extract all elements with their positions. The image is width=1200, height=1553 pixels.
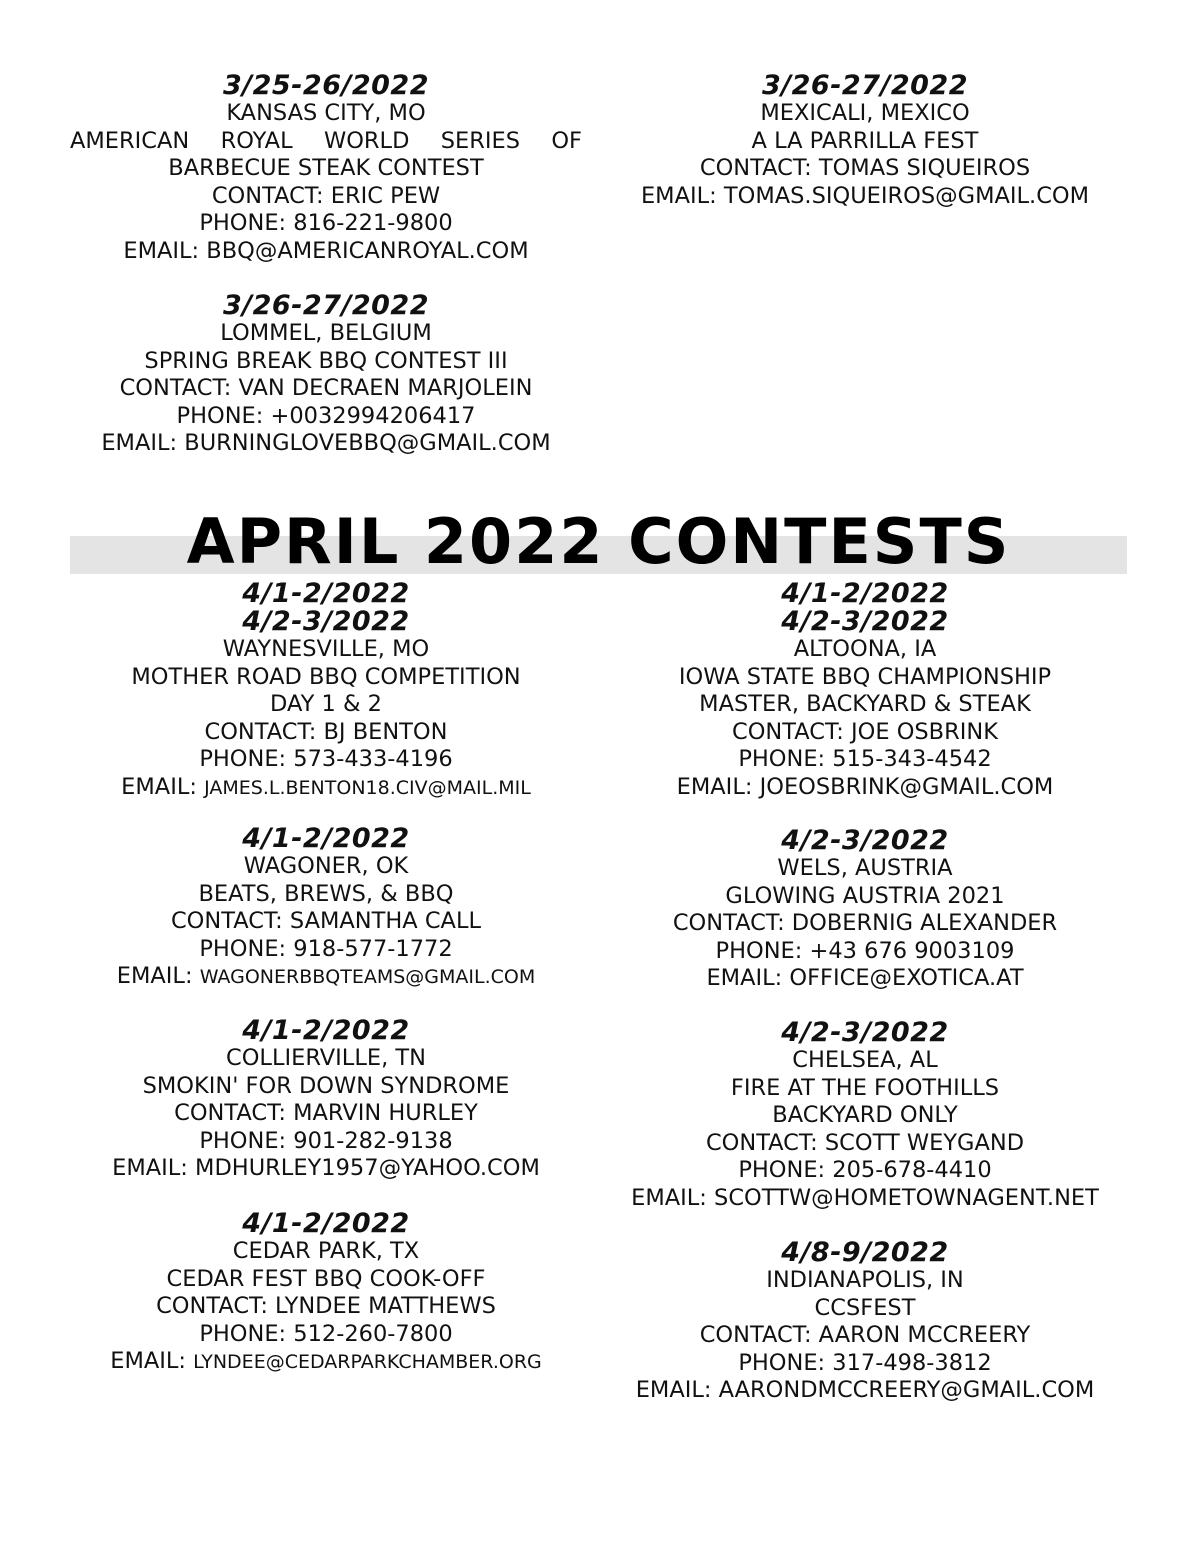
contest-location: INDIANAPOLIS, IN (766, 1267, 964, 1293)
contest-contact: CONTACT: VAN DECRAEN MARJOLEIN (119, 375, 533, 401)
contest-email: JOEOSBRINK@GMAIL.COM (759, 773, 1054, 800)
contest-email-line (70, 238, 582, 266)
contest-phone: PHONE: 573-433-4196 (199, 746, 453, 772)
contest-contact: CONTACT: AARON MCCREERY (699, 1322, 1031, 1348)
contest-phone: PHONE: 816-221-9800 (199, 210, 453, 236)
contest-entry (612, 1239, 1118, 1405)
contest-phone: PHONE: 918-577-1772 (199, 935, 453, 962)
contest-contact: CONTACT: LYNDEE MATTHEWS (156, 1293, 496, 1319)
contest-location: WAYNESVILLE, MO (222, 636, 430, 662)
contest-location: ALTOONA, IA (793, 636, 937, 662)
contest-email: LYNDEE@CEDARPARKCHAMBER.ORG (193, 1351, 542, 1373)
contest-email: AARONDMCCREERY@GMAIL.COM (718, 1377, 1095, 1403)
contest-entry (70, 72, 582, 265)
contest-email-line (612, 774, 1118, 802)
contest-name-continued: BARBECUE STEAK CONTEST (168, 155, 484, 181)
contest-details: BACKYARD ONLY (772, 1102, 958, 1128)
contest-date: 4/2-3/2022 (242, 606, 410, 637)
contest-entry (612, 580, 1118, 801)
contest-details: DAY 1 & 2 (270, 691, 382, 717)
contest-location: CEDAR PARK, TX (232, 1238, 420, 1264)
contest-name: CCSFEST (814, 1294, 916, 1321)
contest-entry (70, 1017, 582, 1183)
contest-contact: CONTACT: BJ BENTON (204, 718, 448, 745)
contest-phone: PHONE: 515-343-4542 (738, 746, 992, 772)
contest-date: 4/2-3/2022 (781, 1017, 949, 1048)
contest-phone: PHONE: +43 676 9003109 (715, 937, 1015, 964)
contest-date: 3/26-27/2022 (761, 70, 968, 101)
contest-entry (612, 72, 1118, 210)
contest-contact: CONTACT: ERIC PEW (211, 182, 441, 209)
contest-location: WELS, AUSTRIA (777, 855, 953, 881)
contest-location: COLLIERVILLE, TN (226, 1045, 426, 1071)
contest-date: 3/25-26/2022 (222, 70, 429, 101)
contest-entry (612, 1019, 1118, 1212)
contest-phone: PHONE: 317-498-3812 (738, 1349, 992, 1376)
contest-date: 3/26-27/2022 (222, 290, 429, 321)
contest-name: SPRING BREAK BBQ CONTEST III (144, 347, 508, 374)
contest-date: 4/8-9/2022 (781, 1237, 949, 1268)
contest-name: SMOKIN' FOR DOWN SYNDROME (142, 1072, 510, 1099)
contest-name: IOWA STATE BBQ CHAMPIONSHIP (678, 663, 1052, 690)
email-label: EMAIL: (110, 1348, 194, 1374)
contest-date: 4/1-2/2022 (242, 823, 410, 854)
contest-location: LOMMEL, BELGIUM (220, 320, 432, 346)
email-label: EMAIL: (635, 1377, 719, 1403)
contest-name: A LA PARRILLA FEST (751, 127, 979, 154)
contest-contact: CONTACT: SAMANTHA CALL (170, 908, 482, 934)
contest-phone: PHONE: 205-678-4410 (738, 1157, 992, 1183)
contest-contact: CONTACT: TOMAS SIQUEIROS (699, 155, 1031, 181)
contest-email-line (612, 183, 1118, 211)
contest-contact: CONTACT: JOE OSBRINK (732, 718, 998, 745)
contest-location: KANSAS CITY, MO (226, 100, 426, 126)
contest-email-line (612, 1185, 1118, 1213)
contest-email: BURNINGLOVEBBQ@GMAIL.COM (184, 430, 551, 456)
contest-name: BEATS, BREWS, & BBQ (198, 880, 454, 907)
contest-email: WAGONERBBQTEAMS@GMAIL.COM (199, 966, 536, 988)
contest-location: WAGONER, OK (243, 853, 409, 879)
contest-name: AMERICAN ROYAL WORLD SERIES OF (70, 127, 582, 154)
email-label: EMAIL: (112, 1155, 196, 1181)
email-label: EMAIL: (123, 237, 207, 264)
contest-email: MDHURLEY1957@YAHOO.COM (195, 1155, 540, 1181)
email-label: EMAIL: (116, 963, 200, 989)
contest-name: GLOWING AUSTRIA 2021 (725, 882, 1005, 909)
contest-contact: CONTACT: SCOTT WEYGAND (705, 1129, 1025, 1156)
contest-phone: PHONE: +0032994206417 (176, 402, 476, 429)
email-label: EMAIL: (640, 182, 724, 209)
contest-details: MASTER, BACKYARD & STEAK (699, 691, 1031, 717)
contest-entry (70, 580, 582, 802)
contest-email-line (70, 774, 582, 803)
contest-phone: PHONE: 512-260-7800 (199, 1320, 453, 1347)
contest-entry (612, 827, 1118, 993)
contest-email: OFFICE@EXOTICA.AT (789, 965, 1024, 991)
contest-date: 4/1-2/2022 (242, 578, 410, 609)
email-label: EMAIL: (631, 1184, 715, 1211)
contest-location: CHELSEA, AL (792, 1047, 938, 1073)
contest-name: MOTHER ROAD BBQ COMPETITION (131, 663, 521, 690)
contest-email-line (70, 1348, 582, 1377)
contest-date: 4/1-2/2022 (781, 578, 949, 609)
email-label: EMAIL: (121, 773, 205, 800)
contest-entry (70, 292, 582, 458)
contest-location: MEXICALI, MEXICO (760, 100, 970, 126)
contest-date: 4/1-2/2022 (242, 1015, 410, 1046)
contest-entry (70, 1210, 582, 1377)
contest-date: 4/1-2/2022 (242, 1208, 410, 1239)
section-title: APRIL 2022 CONTESTS (186, 505, 1011, 578)
email-label: EMAIL: (101, 430, 185, 456)
contest-email-line (70, 430, 582, 458)
contest-name: CEDAR FEST BBQ COOK-OFF (166, 1265, 486, 1292)
contest-contact: CONTACT: MARVIN HURLEY (174, 1100, 478, 1126)
contest-email: TOMAS.SIQUEIROS@GMAIL.COM (723, 182, 1090, 209)
contest-email-line (612, 1377, 1118, 1405)
contest-email-line (612, 965, 1118, 993)
email-label: EMAIL: (706, 965, 790, 991)
contest-entry (70, 825, 582, 992)
contest-email-line (70, 1155, 582, 1183)
contest-contact: CONTACT: DOBERNIG ALEXANDER (672, 910, 1058, 936)
contest-email: SCOTTW@HOMETOWNAGENT.NET (714, 1184, 1099, 1211)
contest-name: FIRE AT THE FOOTHILLS (730, 1074, 1000, 1101)
contest-phone: PHONE: 901-282-9138 (199, 1127, 453, 1154)
contest-email: JAMES.L.BENTON18.CIV@MAIL.MIL (204, 776, 531, 799)
email-label: EMAIL: (676, 773, 760, 800)
contest-date: 4/2-3/2022 (781, 825, 949, 856)
contest-email: BBQ@AMERICANROYAL.COM (206, 237, 529, 264)
contest-date: 4/2-3/2022 (781, 606, 949, 637)
contest-email-line (70, 963, 582, 992)
